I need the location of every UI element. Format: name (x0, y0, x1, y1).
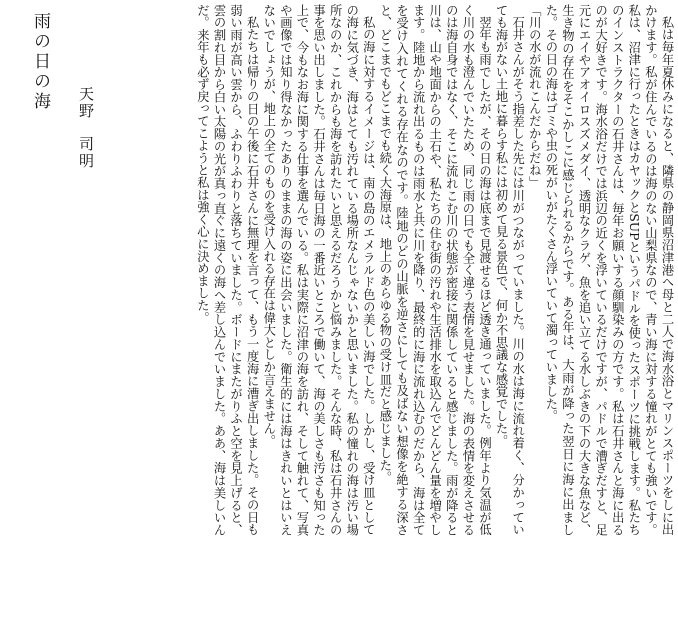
paragraph-6: 私たちは帰りの日の午後に石井さんに無理を言って、もう一度海に漕ぎ出しました。その日も弱い雨が高い雲から、ふわりふわりと落ちていました。ボードにまたがりふと空を見上げると、雲の割れ目から白い太陽の光が真っ直ぐに遠くの海へ差し込んでいました。ああ、海は美しいんだ。来年も必ず戻ってこようと私は強く心に決めました。 (195, 4, 260, 536)
author-name (72, 4, 100, 618)
author-given-name: 司明 (77, 136, 95, 170)
paragraph-1: 私は毎年夏休みになると、隣県の静岡県沼津港へ母と二人で海水浴とマリンスポーツをしに出かけます。私が住んでいるのは海のない山梨県なので、青い海に対する憧れがとても強いです。私は、沼津に行ったときはカヤックとSUPというパドルを使ったスポーツに挑戦します。私たちのインストラクターの石井さんは、毎年お願いする顔馴染みの方です。私は石井さんと海に出るのが大好きです。海水浴だけでは浜辺の近くを浮いているだけですが、パドルで漕ぎだすと、足元にエイやアオイロスズメダイ、透明なクラゲ、魚を追い立てる水しぶきの下の大きな魚など、生き物の存在をそこかしこに感じられるからです。ある年は、大雨が降った翌日に海に出ました。その日の海はゴミや虫の死がいがたくさん浮いていて濁っていました。 (543, 4, 674, 536)
paragraph-3: 石井さんがそう指差した先には川がつながっていました。川の水は海に流れ着く、分かっていても海がない土地に暮らす私には初めて見る景色で、何か不思議な感覚でした。 (494, 4, 525, 536)
paragraph-5: 私の海に対するイメージは、南の島のエメラルド色の美しい海でした。しかし、受け皿としての海に気づき、海はとても汚れている場所なんじゃないかと思いました。私の憧れの海は汚い場所なのか、これからも海を訪れたいと思えるだろうかと悩みました。そんな時、私は石井さんの事を思い出しました。石井さんは毎日海の一番近いところで働いて、海の美しさも汚さも知った上で、今もなお海に関する仕事を選んでいる。私は実際に沼津の海を訪れ、そして触れて、写真や画像では知り得なかったありのままの海の姿に出会いました。衛生的には海はきれいとはいえないでしょうが、地上の全てのものを受け入れる存在は偉大としか言えません。 (261, 4, 376, 536)
author-family-name: 天野 (77, 86, 95, 120)
essay-body (100, 4, 675, 536)
essay-title: 雨の日の海 (30, 12, 50, 112)
paragraph-quote: 「川の水が流れこんだからだね」 (527, 4, 542, 189)
paragraph-4: 翌年も雨でしたが、その日の海は底まで見渡せるほど透き通っていました。例年より気温が低く川の水も澄んでいたため、同じ雨の日でも全く違う表情を見せました。海の表情を変えさせるのは海自身ではなく、そこに流れこむ川の状態が密接に関係していると感じました。雨が降ると川は、山や地面からの土石や、私たちの住む街の汚れや生活排水を取込んでどんどん量を増やします。陸地から流れ出るものは雨水と共に川を降り、最終的に海に流れ込むのだから、海は全てを受け入れてくれる存在なのです。陸地のどの山脈を逆さにしても及ばない想像を絶する深さと、どこまでもどこまでも続く大海原は、地上のあらゆる物の受け皿だと感じました。 (377, 4, 492, 536)
